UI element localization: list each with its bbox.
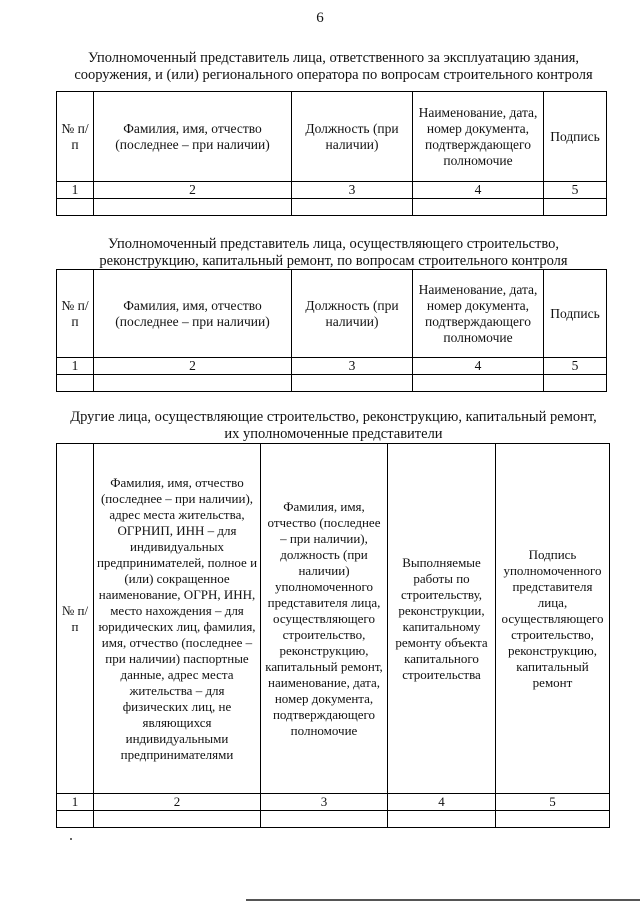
section1-title-line1: Уполномоченный представитель лица, ответственного за эксплуатацию здания, xyxy=(87,50,580,66)
header-signature: Подпись уполномоченного представителя лица, осуществляющего строительство, реконструкцию, капитальный ремонт xyxy=(496,444,610,794)
header-full-name: Фамилия, имя, отчество (последнее – при наличии) xyxy=(94,92,292,182)
header-number: № п/п xyxy=(57,444,94,794)
empty-cell xyxy=(57,811,94,828)
column-number: 5 xyxy=(544,182,607,199)
section2-title xyxy=(56,236,611,270)
empty-cell xyxy=(388,811,496,828)
column-number: 1 xyxy=(57,182,94,199)
header-person-details: Фамилия, имя, отчество (последнее – при наличии), адрес места жительства, ОГРНИП, ИНН – для индивидуальных предпринимателей, полное и (или) сокращенное наименование, ОГРН, ИНН, место нахождения – для юридических лиц, фамилия, имя, отчество (последнее – при наличии) паспортные данные, адрес места жительства – для физических лиц, не являющихся индивидуальными предпринимателями xyxy=(94,444,261,794)
empty-cell xyxy=(94,375,292,392)
section2-title-line1: Уполномоченный представитель лица, осуществляющего строительство, xyxy=(107,236,560,252)
scan-edge-line xyxy=(246,899,640,901)
table-number-row xyxy=(57,794,610,811)
empty-cell xyxy=(413,375,544,392)
header-position: Должность (при наличии) xyxy=(292,92,413,182)
table-header-row xyxy=(57,270,607,358)
table-empty-row xyxy=(57,199,607,216)
column-number: 5 xyxy=(544,358,607,375)
section3-table xyxy=(56,443,610,828)
column-number: 2 xyxy=(94,794,261,811)
header-full-name: Фамилия, имя, отчество (последнее – при наличии) xyxy=(94,270,292,358)
empty-cell xyxy=(292,199,413,216)
empty-cell xyxy=(292,375,413,392)
section1-title xyxy=(56,50,611,84)
column-number: 5 xyxy=(496,794,610,811)
empty-cell xyxy=(94,199,292,216)
table-empty-row xyxy=(57,375,607,392)
header-representative-details: Фамилия, имя, отчество (последнее – при наличии), должность (при наличии) уполномоченного представителя лица, осуществляющего строительство, реконструкцию, капитальный ремонт, наименование, дата, номер документа, подтверждающего полномочие xyxy=(261,444,388,794)
section3-title-line1: Другие лица, осуществляющие строительство, реконструкцию, капитальный ремонт, xyxy=(70,409,597,425)
section1-table xyxy=(56,91,607,216)
empty-cell xyxy=(261,811,388,828)
column-number: 1 xyxy=(57,794,94,811)
table-empty-row xyxy=(57,811,610,828)
column-number: 2 xyxy=(94,182,292,199)
header-authority-document: Наименование, дата, номер документа, подтверждающего полномочие xyxy=(413,270,544,358)
scan-speck xyxy=(70,838,72,840)
column-number: 1 xyxy=(57,358,94,375)
column-number: 3 xyxy=(292,358,413,375)
header-number: № п/п xyxy=(57,270,94,358)
column-number: 3 xyxy=(261,794,388,811)
column-number: 4 xyxy=(413,358,544,375)
section3-title xyxy=(56,409,611,443)
header-position: Должность (при наличии) xyxy=(292,270,413,358)
section2-title-line2: реконструкцию, капитальный ремонт, по вопросам строительного контроля xyxy=(99,253,568,269)
page-number: 6 xyxy=(316,10,324,26)
column-number: 4 xyxy=(388,794,496,811)
header-number: № п/п xyxy=(57,92,94,182)
empty-cell xyxy=(57,199,94,216)
column-number: 4 xyxy=(413,182,544,199)
table-header-row xyxy=(57,444,610,794)
table-number-row xyxy=(57,358,607,375)
empty-cell xyxy=(57,375,94,392)
header-works-performed: Выполняемые работы по строительству, реконструкции, капитальному ремонту объекта капитального строительства xyxy=(388,444,496,794)
empty-cell xyxy=(496,811,610,828)
column-number: 3 xyxy=(292,182,413,199)
table-number-row xyxy=(57,182,607,199)
header-authority-document: Наименование, дата, номер документа, подтверждающего полномочие xyxy=(413,92,544,182)
header-signature: Подпись xyxy=(544,92,607,182)
column-number: 2 xyxy=(94,358,292,375)
empty-cell xyxy=(544,375,607,392)
section1-title-line2: сооружения, и (или) регионального оператора по вопросам строительного контроля xyxy=(74,67,593,83)
empty-cell xyxy=(94,811,261,828)
table-header-row xyxy=(57,92,607,182)
header-signature: Подпись xyxy=(544,270,607,358)
section2-table xyxy=(56,269,607,392)
empty-cell xyxy=(544,199,607,216)
section3-title-line2: их уполномоченные представители xyxy=(224,426,443,442)
empty-cell xyxy=(413,199,544,216)
